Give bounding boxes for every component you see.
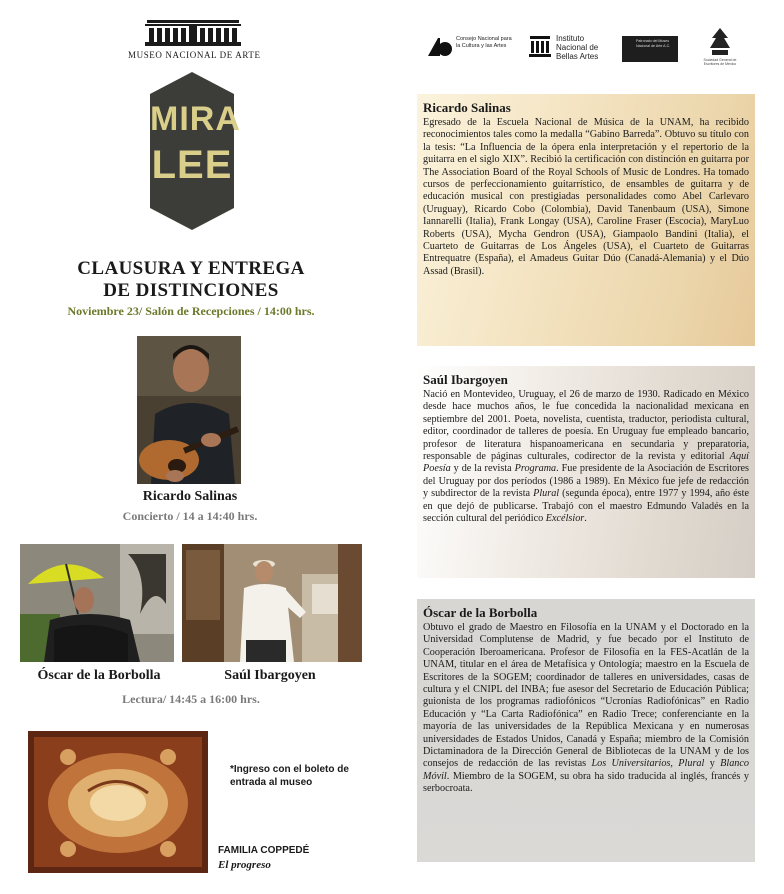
bio-text: Obtuvo el grado de Maestro en Filosofía en la UNAM y el Doctorado en la Universidad Complutense de Madrid, y fue becado por el Instituto de Cooperación Iberoamericana. Profesor de Filosofía en la FES-Acatlán de la UNAM, titular en el área de Metafísica y Ontología; maestro en la Escuela de Escritores de la SOGEM; coordinador de talleres en universidades, casas de cultura y el CNIPL del INBA; fue asesor del Secretario de Educación Pública; guionista de los programas radiofónicos “Ucronías Radiofónicas” en Radio Educación y “La Carta Radiofónica” en Radio Trece; conferenciante en la mayoría de las universidades de la República Mexicana y en numerosas universidades de Estados Unidos, Canadá y España; miembro de la Comisión Dictaminadora de la Dirección General de Bibliotecas de la UNAM y de los consejos de redacción de las revistas Los Universitarios, Plural y Blanco Móvil. Miembro de la SOGEM, su obra ha sido traducida al inglés, francés y serbocroata.	[423, 622, 750, 795]
museum-logo	[128, 20, 261, 60]
concierto-schedule: Concierto / 14 a 14:40 hrs.	[122, 509, 258, 523]
lectura-schedule: Lectura/ 14:45 a 16:00 hrs.	[122, 692, 260, 706]
inba-logo-text: Instituto Nacional de Bellas Artes	[556, 34, 599, 61]
el-progreso-painting	[28, 731, 208, 873]
sogem-logo-text: Sociedad General de Escritores de México	[703, 58, 737, 66]
mira-lee-logo-line2: LEE	[151, 143, 233, 187]
oscar-de-la-borbolla-photo	[20, 544, 174, 662]
inba-building-icon	[528, 34, 552, 58]
bio-text: Nació en Montevideo, Uruguay, el 26 de marzo de 1930. Radicado en México desde hace muchos años, le fue concedida la nacionalidad mexicana en septiembre del 2001. Poeta, novelista, cuentista, traductor, periodista cultural, editor, coordinador de talleres de poesía. En Uruguay fue empleado bancario, profesor de literatura hispanoamericana en secundaria y preparatoria, responsable de páginas culturales, codirector de la revista y editorial Aquí Poesía y de la revista Programa. Fue presidente de la Asociación de Escritores del Uruguay por dos períodos (1986 a 1989). En México fue jefe de redacción y subdirector de la revista Plural (segunda época), entre 1977 y 1994, año éste en que dejó de publicarse. Trabajó con el maestro Edmundo Valadés en la sección cultural del periódico Excélsior.	[423, 389, 749, 525]
museum-building-icon	[145, 20, 241, 46]
bio-name: Ricardo Salinas	[423, 100, 511, 115]
bio-text: Egresado de la Escuela Nacional de Música de la UNAM, ha recibido reconocimientos tales como la medalla “Gabino Barreda”. Obtuvo su título con la tesis: “La Influencia de la ópera enla interpretación y el repertorio de la guitarra en el siglo XIX”. Recibió la certificación con distinción en guitarra por The Association Board of the Royal Schools of Music de Londres. Ha tomado cursos de perfeccionamiento guitarrístico, de ensambles de guitarra y de educación musical con prestigiadas personalidades como Abel Carlevaro (Uruguay), Ricardo Cobo (Colombia), David Tanenbaum (USA), Simone Iannarelli (Italia), Frank Longay (USA), Caroline Fraser (Escocia), MaryLuo Roberts (USA), Mycha Gendron (USA), Giampaolo Bandini (Italia), el Cuarteto de Guitarras de Los Ángeles (USA), el Cuarteto de Guitarras Entrequatre (España), el Amadeus Guitar Dúo (Canadá-Alemania) y el Dúo Assad (Brasil).	[423, 117, 749, 277]
ricardo-salinas-bio	[417, 94, 755, 346]
ricardo-salinas-caption: Ricardo Salinas	[142, 489, 238, 504]
saul-ibargoyen-photo	[182, 544, 362, 662]
sogem-emblem-icon	[700, 26, 740, 58]
mira-lee-logo-line1: MIRA	[150, 100, 241, 138]
oscar-de-la-borbolla-bio	[417, 599, 755, 862]
inba-logo	[528, 34, 599, 63]
bio-name: Saúl Ibargoyen	[423, 372, 508, 387]
saul-ibargoyen-bio	[417, 366, 755, 578]
event-title-line1: CLAUSURA Y ENTREGA	[77, 258, 305, 279]
sogem-logo	[700, 26, 740, 66]
saul-ibargoyen-caption: Saúl Ibargoyen	[224, 668, 316, 683]
event-date-place-time: Noviembre 23/ Salón de Recepciones / 14:00 hrs.	[67, 304, 315, 318]
artwork-author: FAMILIA COPPEDÉ	[218, 845, 310, 856]
partner-logos	[420, 26, 760, 68]
event-title-line2: DE DISTINCIONES	[103, 280, 279, 301]
ingreso-note: *Ingreso con el boleto de entrada al museo	[230, 764, 349, 788]
mira-lee-logo	[150, 72, 241, 230]
patronato-logo: Patronato del Museo Nacional de Arte A.C.	[622, 36, 678, 62]
artwork-title: El progreso	[218, 859, 271, 871]
ricardo-salinas-photo	[137, 336, 241, 484]
conaculta-icon	[426, 36, 452, 58]
bio-name: Óscar de la Borbolla	[423, 605, 538, 620]
conaculta-logo	[426, 36, 512, 63]
conaculta-logo-text: Consejo Nacional para la Cultura y las Artes	[456, 36, 512, 49]
museum-name: MUSEO NACIONAL DE ARTE	[128, 50, 261, 60]
oscar-de-la-borbolla-caption: Óscar de la Borbolla	[37, 668, 161, 683]
